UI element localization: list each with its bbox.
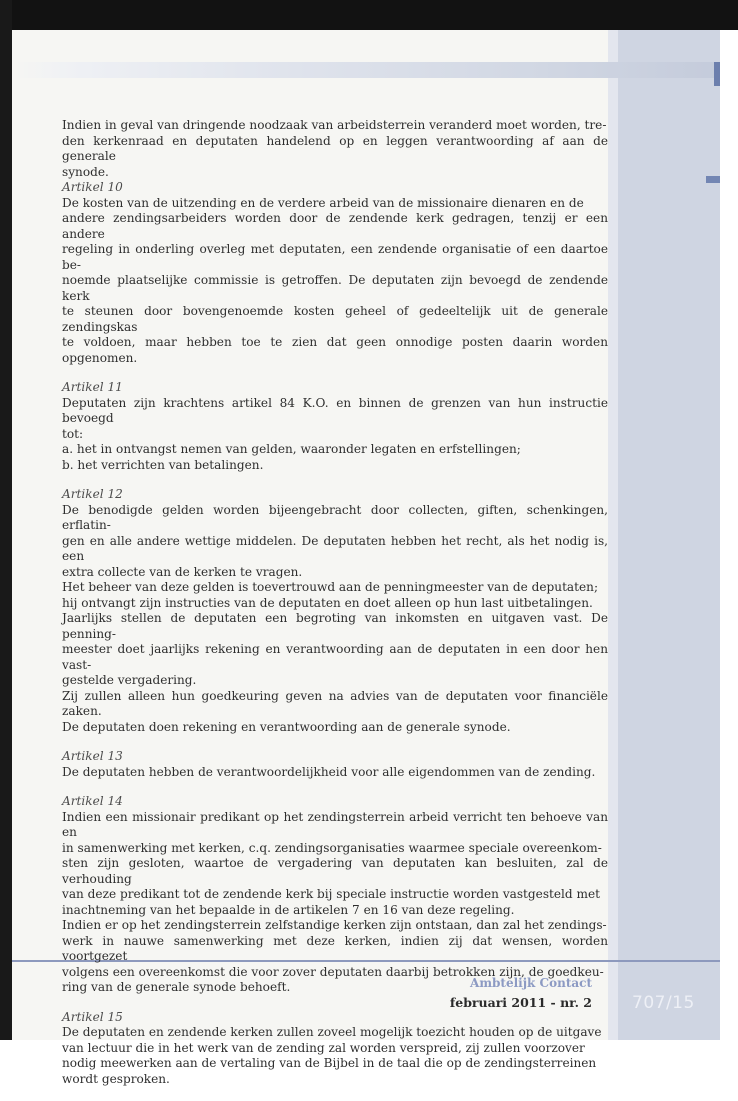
text-line: te voldoen, maar hebben toe te zien dat geen onnodige posten daarin worden opgenomen. (62, 335, 608, 365)
text-line: noemde plaatselijke commissie is getroffen. De deputaten zijn bevoegd de zendende kerk (62, 273, 608, 303)
text-line: wordt gesproken. (62, 1071, 170, 1086)
article-12 (62, 487, 608, 735)
text-line: Zij zullen alleen hun goedkeuring geven na advies van de deputaten voor financiële zaken. (62, 688, 608, 718)
text-line: regeling in onderling overleg met deputaten, een zendende organisatie of een daartoe be- (62, 242, 608, 272)
text-line: volgens een overeenkomst die voor zover deputaten daarbij betrokken zijn, de goedkeu- (62, 964, 604, 979)
article-text (62, 396, 608, 474)
article-text (62, 1025, 608, 1087)
text-line: van lectuur die in het werk van de zending zal worden verspreid, zij zullen voorzover (62, 1040, 585, 1055)
article-text (62, 810, 608, 996)
article-14 (62, 794, 608, 996)
text-line: den kerkenraad en deputaten handelend op en leggen verantwoording af aan de generale (62, 133, 608, 163)
text-line: Indien er op het zendingsterrein zelfstandige kerken zijn ontstaan, dan zal het zendings- (62, 918, 607, 932)
text-line: meester doet jaarlijks rekening en verantwoording aan de deputaten in een door hen vast- (62, 642, 608, 672)
text-line: gestelde vergadering. (62, 673, 197, 687)
publication-title: Ambtelijk Contact (470, 976, 592, 990)
text-line: Indien een missionair predikant op het zendingsterrein arbeid verricht ten behoeve van en (62, 809, 608, 839)
text-line: extra collecte van de kerken te vragen. (62, 564, 303, 579)
side-color-strip (618, 30, 720, 1040)
text-line: van deze predikant tot de zendende kerk bij speciale instructie worden vastgesteld met (62, 887, 600, 901)
article-text (62, 765, 608, 781)
text-line: a. het in ontvangst nemen van gelden, waaronder legaten en erfstellingen; (62, 442, 521, 456)
article-11 (62, 380, 608, 473)
text-line: Indien in geval van dringende noodzaak van arbeidsterrein veranderd moet worden, tre- (62, 118, 607, 132)
article-text (62, 503, 608, 736)
side-strip-edge (608, 30, 618, 1040)
issue-label: februari 2011 - nr. 2 (449, 995, 592, 1010)
text-line: werk in nauwe samenwerking met deze kerken, indien zij dat wensen, worden voortgezet (62, 933, 608, 963)
text-line: nodig meewerken aan de vertaling van de Bijbel in de taal die op de zendingsterreinen (62, 1056, 597, 1070)
section-tab-marker (706, 176, 720, 183)
page-number: 707/15 (632, 993, 695, 1013)
article-15 (62, 1010, 608, 1088)
text-line: ring van de generale synode behoeft. (62, 980, 291, 994)
text-line: De deputaten en zendende kerken zullen zoveel mogelijk toezicht houden op de uitgave (62, 1025, 602, 1039)
text-line: Deputaten zijn krachtens artikel 84 K.O. en binnen de grenzen van hun instructie bevoegd (62, 395, 608, 425)
header-gradient-band (12, 62, 720, 78)
scan-border-top (0, 0, 738, 30)
text-line: Het beheer van deze gelden is toevertrouwd aan de penningmeester van de deputaten; (62, 580, 599, 594)
text-line: inachtneming van het bepaalde in de artikelen 7 en 16 van deze regeling. (62, 902, 515, 917)
text-line: in samenwerking met kerken, c.q. zendingsorganisaties waarmee speciale overeenkom- (62, 840, 602, 855)
article-title: Artikel 10 (62, 180, 123, 194)
text-line: sten zijn gesloten, waartoe de vergadering van deputaten kan besluiten, zal de verhouding (62, 856, 608, 886)
article-text (62, 196, 608, 367)
article-title: Artikel 15 (62, 1009, 123, 1024)
text-line: synode. (62, 164, 109, 179)
text-line: De kosten van de uitzending en de verdere arbeid van de missionaire dienaren en de (62, 195, 584, 210)
article-title: Artikel 14 (62, 794, 123, 808)
text-line: De deputaten hebben de verantwoordelijkheid voor alle eigendommen van de zending. (62, 764, 596, 779)
article-title: Artikel 11 (62, 380, 123, 394)
text-line: tot: (62, 426, 84, 441)
text-line: andere zendingsarbeiders worden door de zendende kerk gedragen, tenzij er een andere (62, 211, 608, 241)
text-line: te steunen door bovengenoemde kosten geheel of gedeeltelijk uit de generale zendingskas (62, 304, 608, 334)
article-title: Artikel 12 (62, 487, 123, 501)
article-13 (62, 749, 608, 780)
article-10 (62, 180, 608, 366)
intro-paragraph (62, 118, 608, 180)
text-line: b. het verrichten van betalingen. (62, 457, 264, 472)
text-line: hij ontvangt zijn instructies van de deputaten en doet alleen op hun last uitbetalingen. (62, 595, 593, 610)
article-title: Artikel 13 (62, 749, 123, 763)
header-accent-tick (714, 62, 720, 86)
text-line: De benodigde gelden worden bijeengebracht door collecten, giften, schenkingen, erflatin- (62, 502, 608, 532)
text-line: gen en alle andere wettige middelen. De deputaten hebben het recht, als het nodig is, een (62, 533, 608, 563)
text-line: De deputaten doen rekening en verantwoording aan de generale synode. (62, 719, 511, 734)
document-body (62, 118, 608, 1101)
scan-border-left (0, 0, 12, 1040)
text-line: Jaarlijks stellen de deputaten een begroting van inkomsten en uitgaven vast. De penning- (62, 611, 608, 641)
document-page (12, 30, 720, 1086)
